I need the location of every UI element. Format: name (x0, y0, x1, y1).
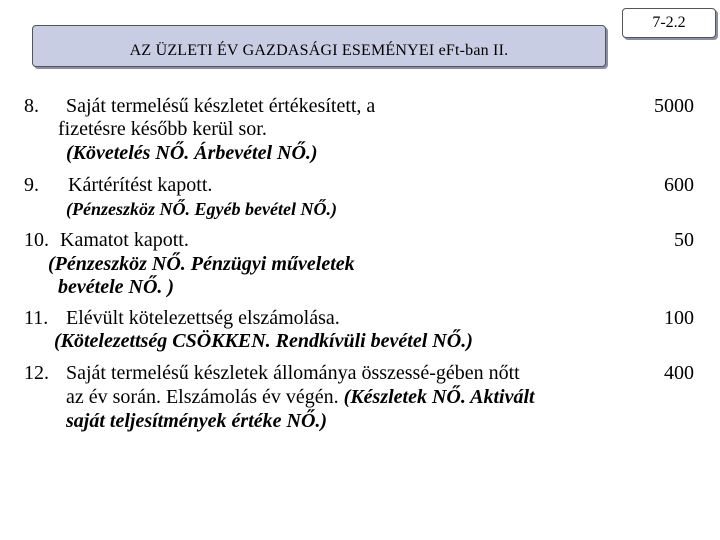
item-booking: (Készletek NŐ. Aktivált (343, 386, 535, 408)
slide-number: 7-2.2 (652, 14, 686, 31)
item-number: 9. (24, 174, 39, 196)
item-amount: 400 (664, 362, 694, 384)
item-amount: 600 (664, 174, 694, 196)
item-booking: bevétele NŐ. ) (58, 276, 175, 298)
item-number: 8. (24, 95, 39, 117)
page-title: AZ ÜZLETI ÉV GAZDASÁGI ESEMÉNYEI eFt-ban II. (129, 42, 509, 59)
title-banner (32, 25, 606, 67)
item-booking: (Pénzeszköz NŐ. Pénzügyi műveletek (48, 253, 355, 275)
item-number: 10. (24, 229, 49, 251)
item-text-line: Saját termelésű készletet értékesített, a (66, 95, 376, 117)
item-amount: 50 (674, 229, 694, 251)
item-booking: (Pénzeszköz NŐ. Egyéb bevétel NŐ.) (66, 199, 337, 219)
item-booking: (Kötelezettség CSÖKKEN. Rendkívüli bevétel NŐ.) (54, 330, 473, 352)
item-text-line: Kamatot kapott. (60, 229, 189, 251)
item-text-line: Saját termelésű készletek állománya összessé-gében nőtt (66, 362, 520, 384)
item-text-line: Elévült kötelezettség elszámolása. (66, 307, 340, 329)
item-text-line: Kártérítést kapott. (68, 174, 213, 196)
item-text-line-with-booking (66, 386, 535, 408)
item-number: 12. (24, 362, 49, 384)
item-amount: 5000 (654, 95, 694, 117)
item-number: 11. (24, 307, 49, 329)
item-booking: saját teljesítmények értéke NŐ.) (66, 410, 328, 432)
item-booking: (Követelés NŐ. Árbevétel NŐ.) (66, 142, 318, 164)
item-text-line: fizetésre később kerül sor. (58, 118, 267, 140)
item-text-line: az év során. Elszámolás év végén. (66, 386, 344, 408)
slide-number-badge (622, 8, 716, 38)
item-amount: 100 (664, 307, 694, 329)
